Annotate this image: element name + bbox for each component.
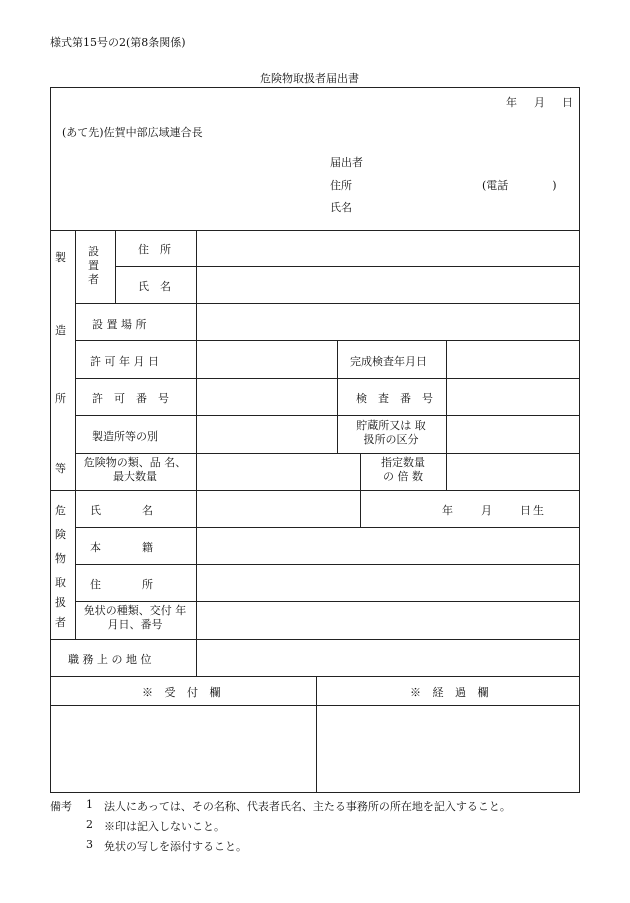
note-3-text: 免状の写しを添付すること。 [104,840,247,853]
facility-side-char-1: 製 [55,251,66,264]
facility-side-char-2: 造 [55,324,66,337]
permit-number-field[interactable] [197,379,337,415]
form-title: 危険物取扱者届出書 [260,72,359,85]
license-label: 免状の種類、交付 年月日、番号 [83,604,187,631]
storage-division-field[interactable] [447,416,580,453]
addressee: (あて先)佐賀中部広域連合長 [62,126,203,139]
handler-side-char-6: 者 [55,616,66,629]
completion-date-field[interactable] [447,341,580,378]
facility-type-label: 製造所等の別 [92,430,158,443]
handler-name-label: 氏 名 [90,504,155,517]
handler-name-field[interactable] [197,491,360,527]
handler-domicile-label: 本 籍 [90,541,155,554]
hazmat-kind-label: 危険物の類、品 名、最大数量 [83,456,187,483]
completion-date-label: 完成検査年月日 [350,355,427,368]
installer-address-field[interactable] [197,231,580,266]
facility-side-char-4: 等 [55,462,66,475]
handler-side-char-4: 取 [55,576,66,589]
permit-date-label: 許 可 年 月 日 [90,355,159,368]
notes-heading: 備考 [50,800,72,813]
permit-number-label: 許 可 番 号 [92,392,169,405]
handler-address-label: 住 所 [90,578,155,591]
handler-side-char-3: 物 [55,552,66,565]
note-2-number: 2 [86,818,93,831]
handler-side-char-1: 危 [55,504,66,517]
position-label: 職 務 上 の 地 位 [68,653,152,666]
note-2-text: ※印は記入しないこと。 [104,820,225,833]
inspection-number-field[interactable] [447,379,580,415]
designated-multiple-field[interactable] [447,454,580,490]
installer-address-label: 住 所 [138,243,171,256]
progress-column-header: ※ 経 過 欄 [410,686,493,699]
designated-multiple-label: 指定数量 の 倍 数 [381,456,425,483]
notifier-name-label: 氏名 [330,201,352,214]
location-field[interactable] [197,304,580,340]
installer-name-field[interactable] [197,267,580,303]
installer-name-label: 氏 名 [138,280,171,293]
notifier-address-label: 住所 [330,179,352,192]
hazmat-kind-field[interactable] [197,454,360,490]
inspection-number-label: 検 査 番 号 [356,392,433,405]
permit-date-field[interactable] [197,341,337,378]
installer-group-label: 設置者 [88,245,99,286]
location-label: 設 置 場 所 [92,318,147,331]
notifier-label: 届出者 [330,156,363,169]
handler-side-char-5: 扱 [55,596,66,609]
facility-type-field[interactable] [197,416,337,453]
note-1-number: 1 [86,798,93,811]
storage-division-label: 貯蔵所又は 取扱所の区分 [356,419,426,446]
form-id: 様式第15号の2(第8条関係) [50,36,186,49]
note-1-text: 法人にあっては、その名称、代表者氏名、主たる事務所の所在地を記入すること。 [104,800,511,813]
handler-address-field[interactable] [197,565,580,601]
handler-birth-label: 年 月 日生 [442,504,546,517]
notifier-phone-label: (電話 ) [482,179,557,192]
license-field[interactable] [197,602,580,639]
note-3-number: 3 [86,838,93,851]
facility-side-char-3: 所 [55,392,66,405]
handler-side-char-2: 険 [55,528,66,541]
handler-domicile-field[interactable] [197,528,580,564]
reception-column-header: ※ 受 付 欄 [142,686,225,699]
submission-date: 年 月 日 [506,96,576,109]
position-field[interactable] [197,640,580,676]
